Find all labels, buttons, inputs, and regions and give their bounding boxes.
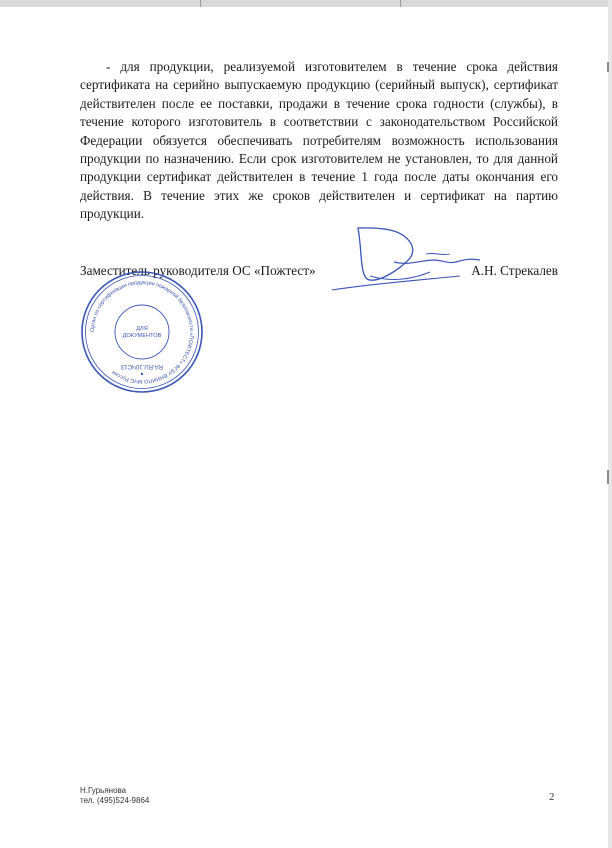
scan-tick	[400, 0, 401, 7]
stamp-center-ring	[115, 305, 169, 359]
scan-tick	[200, 0, 201, 7]
certificate-validity-text	[80, 58, 558, 224]
stamp-dot	[141, 373, 143, 375]
stamp-registration: RA.RU.10ЧС13	[120, 363, 164, 369]
signatory-name: А.Н. Стрекалев	[471, 263, 558, 278]
stamp-center-line1: ДЛЯ	[136, 326, 148, 332]
scan-edge-top	[0, 0, 612, 7]
official-stamp	[80, 270, 204, 394]
handwritten-signature	[330, 220, 500, 295]
scan-mark	[607, 62, 609, 72]
footer-phone: тел. (495)524-9864	[80, 796, 150, 805]
scan-mark	[607, 470, 609, 484]
footer-contact	[80, 786, 149, 806]
validity-paragraph: - для продукции, реализуемой изготовителем в течение срока действия сертификата на серийно выпускаемую продукцию (серийный выпуск), сертификат действителен после ее поставки, продажи в течение срока годности (службы), в течение которого изготовитель в соответствии с законодательством Российской Федерации обязуется обеспечивать потребителям возможность использования продукции по назначению. Если срок изготовителем не установлен, то для данной продукции сертификат действителен в течение 1 года после даты окончания его действия. В течение этих же сроков действителен и сертификат на партию продукции.	[80, 59, 558, 222]
stamp-center-line2: ДОКУМЕНТОВ	[122, 333, 162, 339]
signature-flourish	[426, 253, 450, 254]
stamp-ring-text: Орган по сертификации продукции пожарной безопасности «ПОЖТЕСТ» ФГБУ ВНИИПО МЧС России	[89, 279, 195, 385]
scan-edge-right	[608, 0, 612, 848]
page-number: 2	[549, 791, 555, 803]
signatory-title: Заместитель руководителя ОС «Пожтест»	[80, 263, 316, 278]
stamp-inner-ring	[86, 276, 199, 389]
footer-author: Н.Гурьянова	[80, 786, 127, 795]
